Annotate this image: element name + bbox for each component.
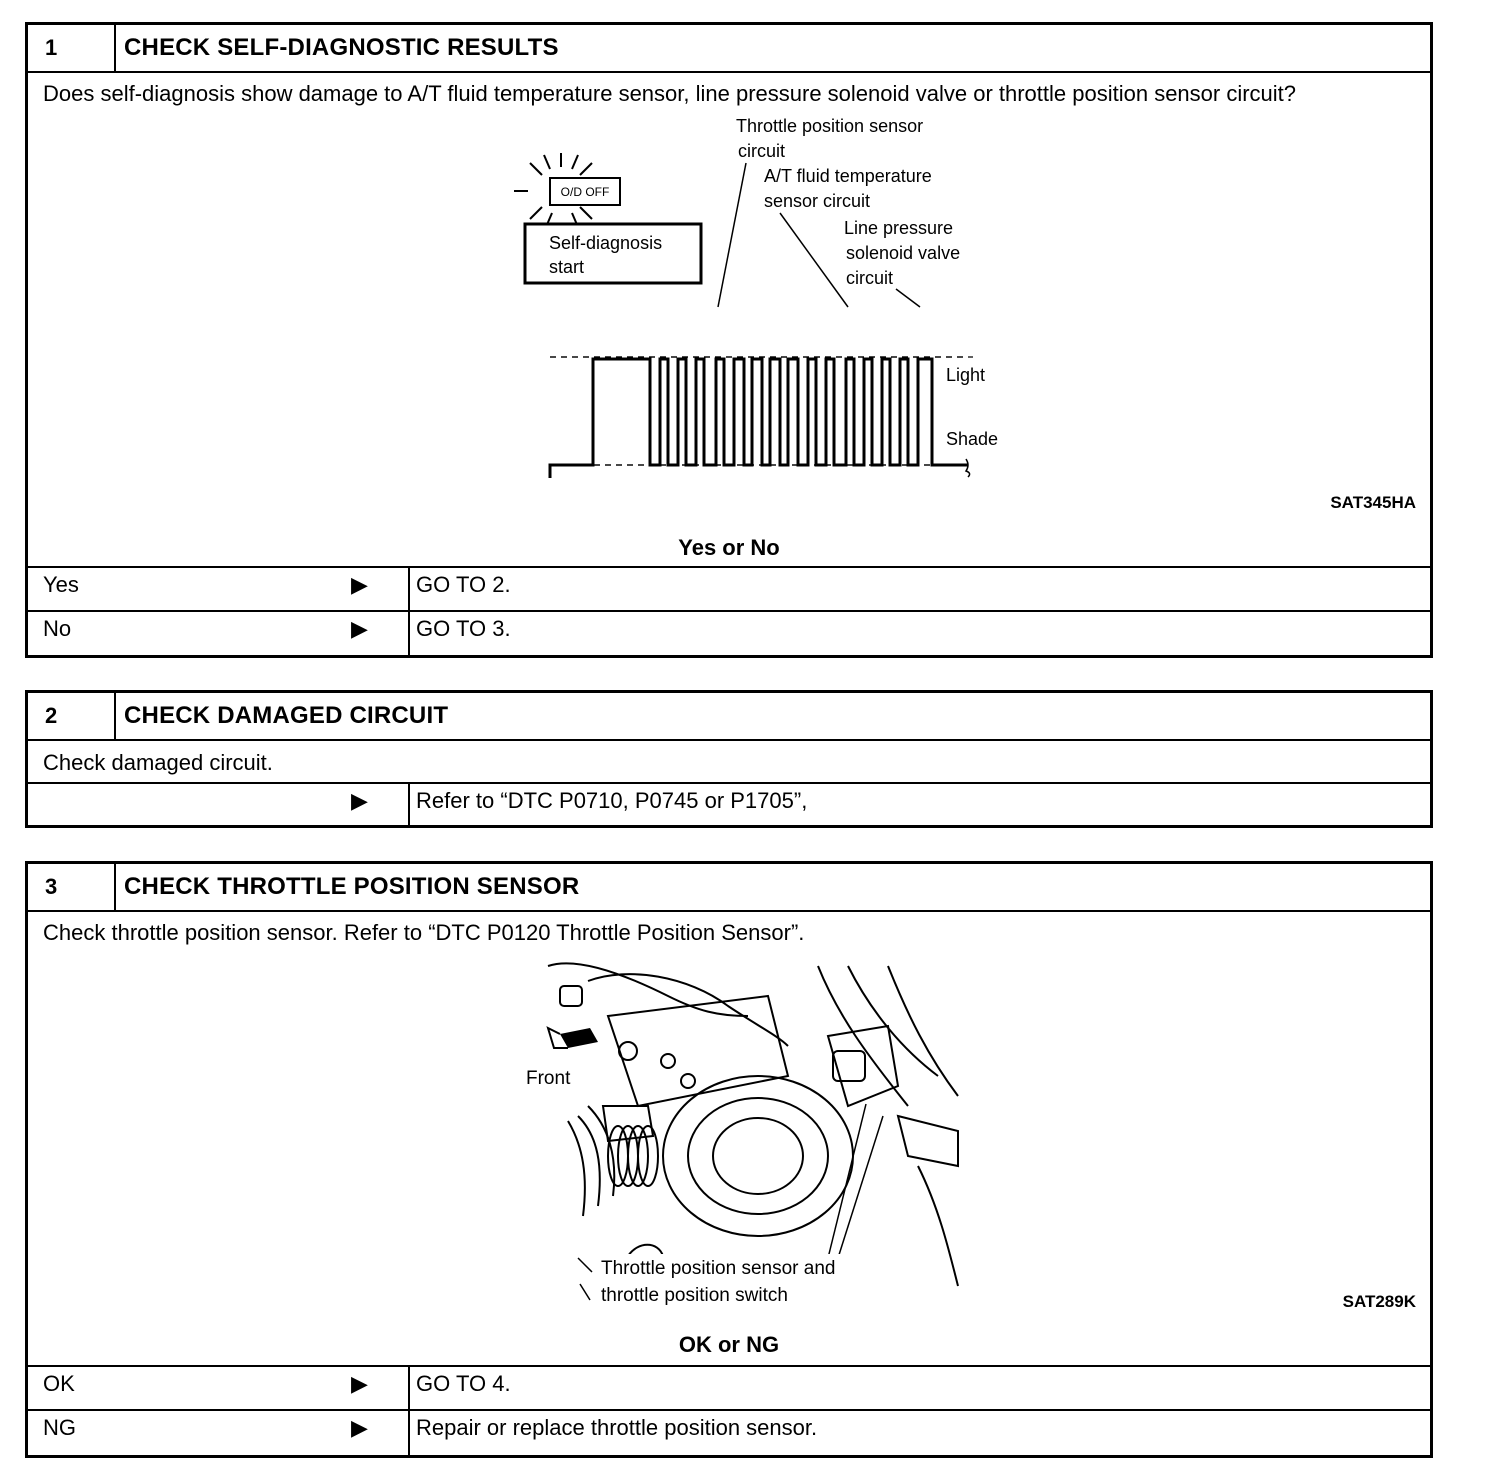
step-title: CHECK THROTTLE POSITION SENSOR xyxy=(124,873,580,900)
result-text: Repair or replace throttle position sensor. xyxy=(416,1415,818,1440)
callout-lps-line3: circuit xyxy=(846,268,894,288)
step-3-box xyxy=(25,861,1433,1458)
answer-label: No xyxy=(43,616,72,641)
arrow-icon: ▶ xyxy=(351,788,368,813)
step-1-body xyxy=(28,73,1430,570)
decision-prompt: OK or NG xyxy=(678,1332,780,1357)
shade-label: Shade xyxy=(946,429,999,449)
step-title: CHECK SELF-DIAGNOSTIC RESULTS xyxy=(124,34,559,61)
decision-row xyxy=(28,566,1430,611)
step-2-header xyxy=(28,693,1430,741)
spring-coil xyxy=(608,1126,658,1186)
step-description: Does self-diagnosis show damage to A/T fluid temperature sensor, line pressure solenoid valve or throttle position sensor circuit? xyxy=(43,81,1297,106)
answer-cell xyxy=(28,784,410,827)
waveform-end-break xyxy=(966,459,970,477)
decision-row xyxy=(28,782,1430,827)
result-text: GO TO 2. xyxy=(416,572,511,597)
lamp-signal-waveform xyxy=(550,359,968,478)
arrow-icon: ▶ xyxy=(351,572,368,597)
step-3-body xyxy=(28,912,1430,1366)
od-off-label: O/D OFF xyxy=(560,185,610,199)
callout-tps-line1: Throttle position sensor xyxy=(736,116,924,136)
result-text: GO TO 4. xyxy=(416,1371,511,1396)
step-number: 2 xyxy=(28,693,116,739)
answer-cell xyxy=(28,1367,410,1410)
step-1-box xyxy=(25,22,1433,658)
engine-outline xyxy=(548,963,958,1286)
step-title: CHECK DAMAGED CIRCUIT xyxy=(124,702,449,729)
reference-lines xyxy=(550,357,968,465)
front-arrow-icon xyxy=(548,1028,598,1048)
decision-prompt: Yes or No xyxy=(678,535,780,560)
step-description: Check throttle position sensor. Refer to “DTC P0120 Throttle Position Sensor”. xyxy=(43,920,805,945)
step-number: 1 xyxy=(28,25,116,71)
decision-row xyxy=(28,1365,1430,1410)
decision-row xyxy=(28,610,1430,657)
answer-label: NG xyxy=(43,1415,76,1440)
step-description: Check damaged circuit. xyxy=(43,750,273,775)
step-number: 3 xyxy=(28,864,116,910)
arrow-icon: ▶ xyxy=(351,1415,368,1440)
answer-label: OK xyxy=(43,1371,75,1396)
callout-lps-line1: Line pressure xyxy=(844,218,954,238)
answer-label: Yes xyxy=(43,572,79,597)
callout-atf-line1: A/T fluid temperature xyxy=(764,166,932,186)
start-label-line2: start xyxy=(549,257,585,277)
sensor-callout-line1: Throttle position sensor and xyxy=(601,1258,836,1279)
result-text: GO TO 3. xyxy=(416,616,511,641)
step-1-header xyxy=(28,25,1430,73)
answer-cell xyxy=(28,1411,410,1457)
figure-id: SAT345HA xyxy=(1330,493,1416,512)
figure-id: SAT289K xyxy=(1342,1292,1416,1311)
callout-lps-line2: solenoid valve xyxy=(846,243,961,263)
arrow-icon: ▶ xyxy=(351,1371,368,1396)
throttle-body-illustration xyxy=(488,956,968,1306)
answer-cell xyxy=(28,568,410,611)
decision-row xyxy=(28,1409,1430,1457)
light-label: Light xyxy=(946,365,986,385)
front-label: Front xyxy=(526,1068,571,1089)
step-2-box xyxy=(25,690,1433,828)
sensor-callout-line2: throttle position switch xyxy=(601,1285,788,1306)
result-text: Refer to “DTC P0710, P0745 or P1705”, xyxy=(416,788,808,813)
answer-cell xyxy=(28,612,410,657)
step-2-body xyxy=(28,741,1430,785)
step-3-header xyxy=(28,864,1430,912)
start-label-line1: Self-diagnosis xyxy=(549,233,663,253)
callout-tps-line2: circuit xyxy=(738,141,786,161)
self-diagnosis-timing-diagram xyxy=(488,116,1048,493)
callout-atf-line2: sensor circuit xyxy=(764,191,871,211)
arrow-icon: ▶ xyxy=(351,616,368,641)
